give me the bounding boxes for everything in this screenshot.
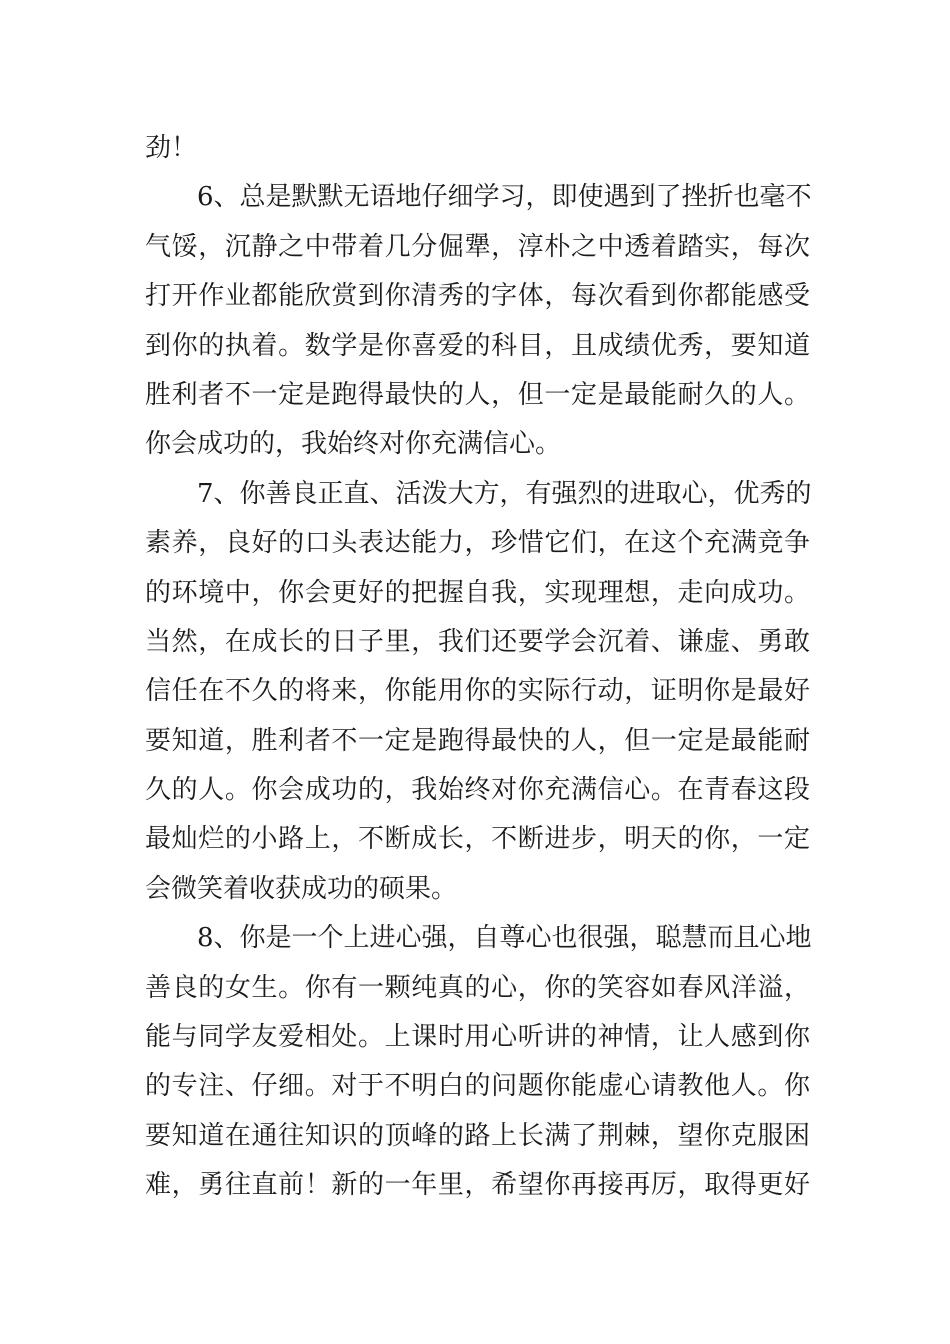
text-line: 胜利者不一定是跑得最快的人，但一定是最能耐久的人。 bbox=[145, 379, 810, 410]
body-text bbox=[145, 124, 810, 1211]
text-line: 难，勇往直前！新的一年里，希望你再接再厉，取得更好 bbox=[145, 1170, 810, 1201]
text-line: 能与同学友爱相处。上课时用心听讲的神情，让人感到你 bbox=[145, 1022, 810, 1053]
text-line: 信任在不久的将来，你能用你的实际行动，证明你是最好 bbox=[145, 676, 810, 707]
text-line: 要知道在通往知识的顶峰的路上长满了荆棘，望你克服困 bbox=[145, 1120, 810, 1151]
text-line: 的环境中，你会更好的把握自我，实现理想，走向成功。 bbox=[145, 577, 810, 608]
text-line: 要知道，胜利者不一定是跑得最快的人，但一定是最能耐 bbox=[145, 725, 810, 756]
text-line: 久的人。你会成功的，我始终对你充满信心。在青春这段 bbox=[145, 775, 810, 806]
text-line: 最灿烂的小路上，不断成长，不断进步，明天的你，一定 bbox=[145, 824, 810, 855]
text-line: 的专注、仔细。对于不明白的问题你能虚心请教他人。你 bbox=[145, 1071, 810, 1102]
text-line: 8、你是一个上进心强，自尊心也很强，聪慧而且心地 bbox=[197, 923, 812, 954]
text-line: 会微笑着收获成功的硕果。 bbox=[145, 873, 458, 904]
text-line: 你会成功的，我始终对你充满信心。 bbox=[145, 429, 562, 460]
text-line: 气馁，沉静之中带着几分倔犟，淳朴之中透着踏实，每次 bbox=[145, 231, 810, 262]
text-line: 善良的女生。你有一颗纯真的心，你的笑容如春风洋溢， bbox=[145, 972, 810, 1003]
text-line: 6、总是默默无语地仔细学习，即使遇到了挫折也毫不 bbox=[197, 182, 812, 213]
text-line: 素养，良好的口头表达能力，珍惜它们，在这个充满竞争 bbox=[145, 528, 810, 559]
text-line: 当然，在成长的日子里，我们还要学会沉着、谦虚、勇敢 bbox=[145, 626, 810, 657]
text-line: 到你的执着。数学是你喜爱的科目，且成绩优秀，要知道 bbox=[145, 330, 810, 361]
text-line: 打开作业都能欣赏到你清秀的字体，每次看到你都能感受 bbox=[145, 281, 810, 312]
text-line: 劲！ bbox=[145, 133, 198, 163]
text-line: 7、你善良正直、活泼大方，有强烈的进取心，优秀的 bbox=[197, 478, 812, 509]
